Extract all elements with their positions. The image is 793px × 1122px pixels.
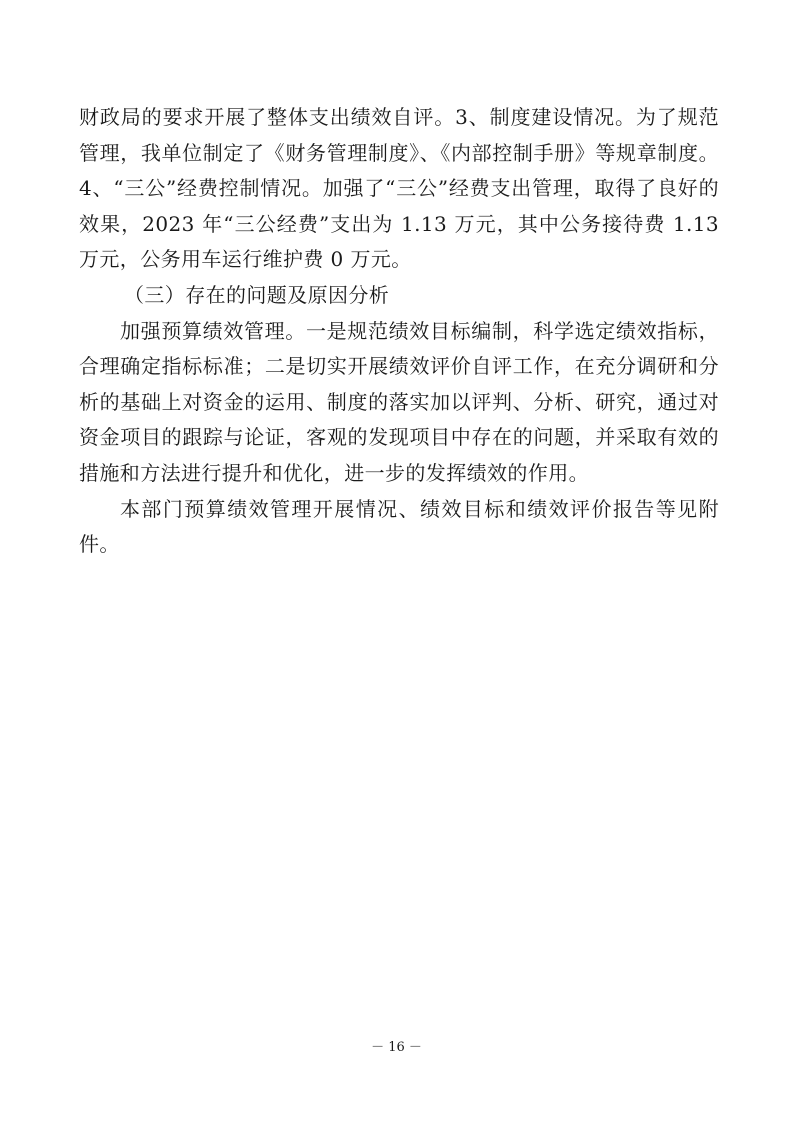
document-body [79,100,719,563]
paragraph-attachment-note: 本部门预算绩效管理开展情况、绩效目标和绩效评价报告等见附件。 [79,496,719,557]
section-heading-problems: （三）存在的问题及原因分析 [124,282,390,307]
paragraph-performance-summary: 财政局的要求开展了整体支出绩效自评。3、制度建设情况。为了规范管理，我单位制定了《财务管理制度》、《内部控制手册》等规章制度。4、“三公”经费控制情况。加强了“三公”经费支出管理，取得了良好的效果，2023 年“三公经费”支出为 1.13 万元，其中公务接待费 1.13 万元，公务用车运行维护费 0 万元。 [79,105,719,272]
page-number: － 16 － [371,1040,422,1055]
paragraph-budget-management: 加强预算绩效管理。一是规范绩效目标编制，科学选定绩效指标，合理确定指标标准；二是切实开展绩效评价自评工作，在充分调研和分析的基础上对资金的运用、制度的落实加以评判、分析、研究，通过对资金项目的跟踪与论证，客观的发现项目中存在的问题，并采取有效的措施和方法进行提升和优化，进一步的发挥绩效的作用。 [79,318,719,485]
